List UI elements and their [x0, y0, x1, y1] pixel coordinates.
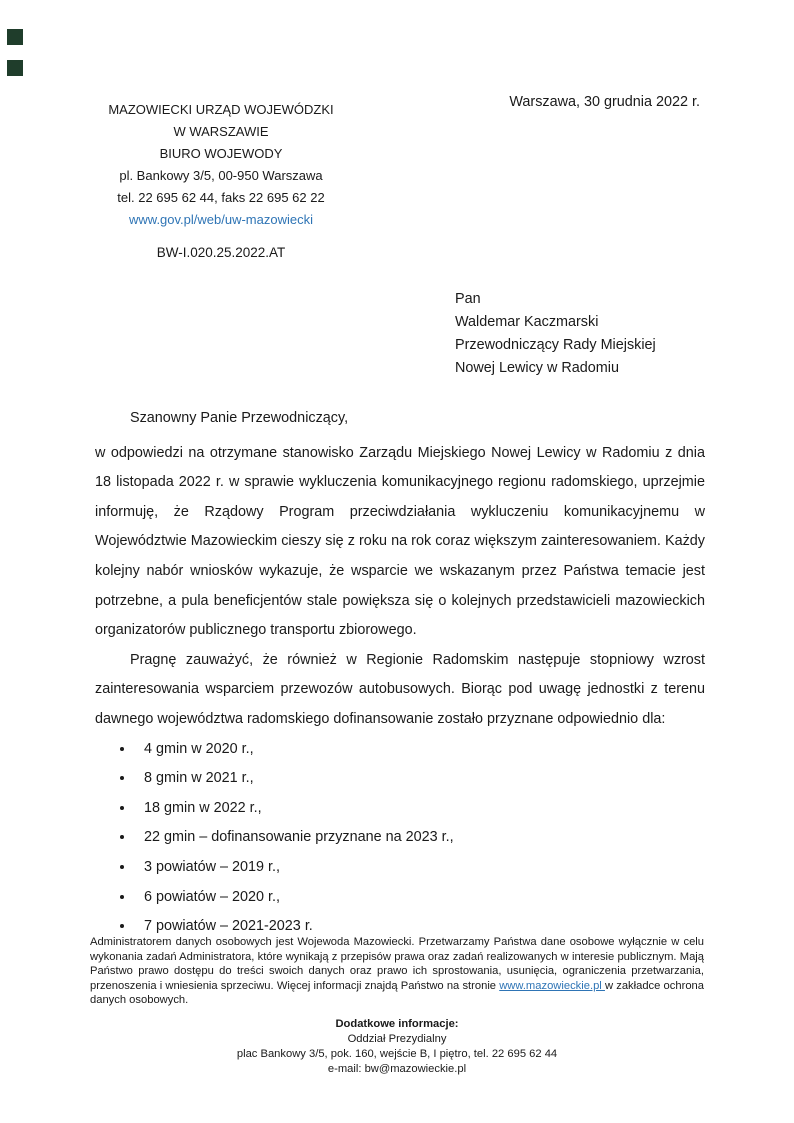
recipient-line: Waldemar Kaczmarski	[455, 314, 599, 330]
department-line: Oddział Prezydialny	[347, 1032, 447, 1045]
org-address: pl. Bankowy 3/5, 00-950 Warszawa	[119, 168, 323, 183]
salutation: Szanowny Panie Przewodniczący,	[130, 410, 349, 426]
reference-number: BW-I.020.25.2022.AT	[156, 245, 286, 260]
privacy-website-link[interactable]: www.mazowieckie.pl	[499, 979, 605, 992]
funding-bullet-item: • 8 gmin w 2021 r.,	[135, 764, 705, 794]
decor-square-top	[7, 29, 23, 45]
date-line: Warszawa, 30 grudnia 2022 r.	[509, 94, 700, 110]
letterhead	[91, 99, 351, 264]
privacy-text-before: Administratorem danych osobowych jest Wojewoda Mazowiecki. Przetwarzamy Państwa dane osobowe wyłącznie w celu wykonania zadań Administratora, które wynikają z przepisów prawa oraz zadań realizowanych w interesie publicznym. Mają Państwo prawo dostępu do treści swoich danych oraz prawo ich sprostowania, usunięcia, ograniczenia przetwarzania, przenoszenia i wniesienia sprzeciwu. Więcej informacji znajdą Państwo na stronie	[90, 936, 704, 992]
funding-bullet-item: • 3 powiatów – 2019 r.,	[135, 853, 705, 883]
decor-square-bottom	[7, 60, 23, 76]
body-paragraph-2: Pragnę zauważyć, że również w Regionie Radomskim następuje stopniowy wzrost zainteresowania wsparciem przewozów autobusowych. Biorąc pod uwagę jednostki z terenu dawnego województwa radomskiego dofinansowanie zostało przyznane odpowiednio dla:	[95, 651, 705, 727]
recipient-line: Pan	[455, 291, 481, 307]
funding-bullet-item: • 6 powiatów – 2020 r.,	[135, 883, 705, 913]
funding-bullet-list	[95, 735, 705, 942]
footer	[90, 935, 704, 1077]
privacy-notice	[90, 935, 704, 1008]
recipient-line: Przewodniczący Rady Miejskiej	[455, 337, 656, 353]
additional-info-heading: Dodatkowe informacje:	[335, 1017, 459, 1030]
funding-bullet-item: • 7 powiatów – 2021-2023 r.	[135, 912, 705, 942]
contact-block	[90, 1017, 704, 1077]
privacy-text-after: w zakładce ochrona danych osobowych.	[90, 979, 704, 1007]
org-phone: tel. 22 695 62 44, faks 22 695 62 22	[117, 190, 325, 205]
org-name-line2: W WARSZAWIE	[173, 124, 269, 139]
recipient-block	[455, 288, 656, 380]
funding-bullet-item: • 4 gmin w 2020 r.,	[135, 735, 705, 765]
contact-address-line: plac Bankowy 3/5, pok. 160, wejście B, I piętro, tel. 22 695 62 44	[236, 1047, 558, 1060]
funding-bullet-item: • 22 gmin – dofinansowanie przyznane na 2023 r.,	[135, 823, 705, 853]
letter-body	[95, 404, 705, 942]
contact-email-line: e-mail: bw@mazowieckie.pl	[327, 1062, 467, 1075]
recipient-line: Nowej Lewicy w Radomiu	[455, 360, 619, 376]
org-name-line1: MAZOWIECKI URZĄD WOJEWÓDZKI	[108, 102, 334, 117]
org-website-link[interactable]: www.gov.pl/web/uw-mazowiecki	[129, 212, 313, 227]
org-name-line3: BIURO WOJEWODY	[159, 146, 283, 161]
funding-bullet-item: • 18 gmin w 2022 r.,	[135, 794, 705, 824]
body-paragraph-1: w odpowiedzi na otrzymane stanowisko Zarządu Miejskiego Nowej Lewicy w Radomiu z dnia 18 listopada 2022 r. w sprawie wykluczenia komunikacyjnego regionu radomskiego, uprzejmie informuję, że Rządowy Program przeciwdziałania wykluczeniu komunikacyjnemu w Województwie Mazowieckim cieszy się z roku na rok coraz większym zainteresowaniem. Każdy kolejny nabór wniosków wykazuje, że wsparcie we wskazanym przez Państwa temacie jest potrzebne, a pula beneficjentów stale powiększa się o kolejnych przedstawicieli mazowieckich organizatorów publicznego transportu zbiorowego.	[95, 444, 705, 639]
